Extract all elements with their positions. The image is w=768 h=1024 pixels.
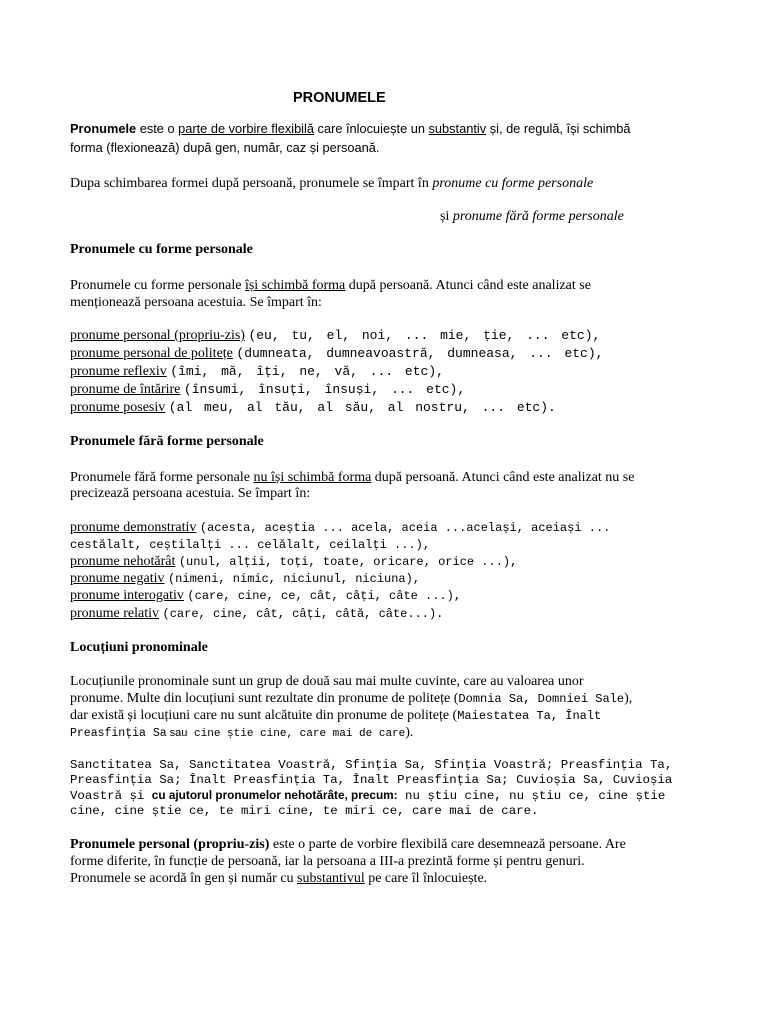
paragraph-text: pe care îl înlocuiește.	[364, 871, 488, 886]
division-text: și	[440, 209, 453, 224]
example-text: Maiestatea Ta, Înalt	[457, 709, 602, 723]
paragraph-text: dar există și locuțiuni care nu sunt alcătuite din pronume de politețe (	[70, 708, 458, 723]
paragraph-text: este o parte de vorbire flexibilă care desemnează persoane. Are	[269, 837, 626, 852]
list-item-examples: (al meu, al tău, al său, al nostru, ... etc).	[168, 400, 556, 415]
example-text: cine știe cine, care mai de care	[187, 728, 406, 740]
paragraph-underlined-term: își schimbă forma	[244, 278, 346, 293]
division-italic-term: pronume cu forme personale	[432, 176, 594, 191]
list-item	[70, 381, 465, 399]
list-item-label: pronume reflexiv	[70, 364, 167, 379]
list-item-examples: (care, cine, ce, cât, câți, câte ...),	[187, 589, 462, 603]
paragraph-underlined-term: substantivul	[297, 871, 365, 886]
list-item	[70, 519, 610, 537]
list-item-examples: (dumneata, dumneavoastră, dumneasa, ... etc),	[236, 346, 604, 361]
list-item-examples: (acesta, aceștia ... acela, aceia ...același, aceiași ...	[199, 521, 611, 535]
division-line-2	[440, 208, 624, 226]
list-item-examples: (care, cine, cât, câți, câtă, câte...).	[162, 607, 444, 621]
intro-line-1	[70, 120, 631, 138]
locutions-line-4	[70, 724, 413, 743]
intro-lead-term: Pronumele	[70, 121, 137, 136]
intro-underlined-term: parte de vorbire flexibilă	[178, 121, 314, 136]
locution-examples-line-1: Sanctitatea Sa, Sanctitatea Voastră, Sfinția Sa, Sfinția Voastră; Preasfinția Ta,	[70, 758, 673, 772]
paragraph-text: după persoană. Atunci când este analizat nu se	[371, 470, 635, 485]
division-text: Dupa schimbarea formei după persoană, pronumele se împart în	[70, 176, 433, 191]
list-item-examples: (îmi, mă, îți, ne, vă, ... etc),	[170, 364, 444, 379]
with-forms-paragraph-line-1	[70, 277, 591, 295]
list-item	[70, 605, 443, 623]
list-item	[70, 345, 603, 363]
list-item-continuation	[70, 536, 430, 554]
intro-text: și, de regulă, își schimbă	[486, 121, 631, 136]
paragraph-text: ),	[624, 691, 633, 706]
list-item	[70, 399, 556, 417]
connector-text: sau	[166, 727, 188, 739]
example-text: nu știu cine, nu știu ce, cine știe	[397, 789, 666, 803]
paragraph-underlined-term: nu își schimbă forma	[253, 470, 372, 485]
locution-examples-line-4: cine, cine știe ce, te miri cine, te miri ce, care mai de care.	[70, 804, 539, 818]
list-item-examples: cestălalt, ceștilalți ... celălalt, ceilalți ...),	[70, 538, 431, 552]
page-title: PRONUMELE	[293, 90, 386, 106]
intro-text: care înlocuiește un	[314, 121, 429, 136]
paragraph-text: după persoană. Atunci când este analizat se	[345, 278, 591, 293]
list-item-examples: (eu, tu, el, noi, ... mie, ție, ... etc),	[248, 328, 601, 343]
list-item	[70, 570, 420, 588]
without-forms-paragraph-line-2: precizează persoana acestuia. Se împart în:	[70, 486, 311, 501]
list-item-label: pronume nehotărât	[70, 554, 176, 569]
list-item-label: pronume posesiv	[70, 400, 166, 415]
list-item-label: pronume demonstrativ	[70, 520, 197, 535]
list-item-label: pronume relativ	[70, 606, 160, 621]
personal-lead-term: Pronumele personal (propriu-zis)	[70, 837, 270, 852]
list-item-examples: (unul, alții, toți, toate, oricare, orice ...),	[178, 555, 518, 569]
paragraph-text: Pronumele cu forme personale	[70, 278, 245, 293]
heading-locutions: Locuțiuni pronominale	[70, 640, 208, 655]
paragraph-text: pronume. Multe din locuțiuni sunt rezultate din pronume de politețe (	[70, 691, 459, 706]
list-item-label: pronume personal (propriu-zis)	[70, 328, 245, 343]
division-italic-term: pronume fără forme personale	[452, 209, 624, 224]
list-item-examples: (nimeni, nimic, niciunul, niciuna),	[167, 572, 421, 586]
personal-paragraph-line-3	[70, 870, 487, 888]
bold-note-text: cu ajutorul pronumelor nehotărâte, precum:	[151, 788, 398, 802]
personal-paragraph-line-2: forme diferite, în funcție de persoană, iar la persoana a III-a prezintă forme și pentru genuri.	[70, 854, 585, 869]
list-item-label: pronume de întărire	[70, 382, 181, 397]
paragraph-text: ).	[405, 725, 414, 740]
locution-examples-line-2: Preasfinția Sa; Înalt Preasfinția Ta, Înalt Preasfinția Sa; Cuvioșia Sa, Cuvioșia	[70, 773, 673, 787]
intro-underlined-term: substantiv	[428, 121, 487, 136]
list-item-label: pronume personal de politețe	[70, 346, 233, 361]
example-text: Preasfinția Sa	[70, 727, 167, 740]
paragraph-text: Pronumele se acordă în gen și număr cu	[70, 871, 298, 886]
locutions-line-3	[70, 707, 601, 725]
list-item-label: pronume interogativ	[70, 588, 184, 603]
list-item	[70, 327, 600, 345]
intro-text: este o	[136, 121, 179, 136]
list-item	[70, 553, 517, 571]
locutions-line-2	[70, 690, 632, 708]
heading-with-forms: Pronumele cu forme personale	[70, 242, 253, 257]
list-item-label: pronume negativ	[70, 571, 165, 586]
list-item-examples: (însumi, însuți, însuși, ... etc),	[183, 382, 466, 397]
heading-without-forms: Pronumele fără forme personale	[70, 434, 264, 449]
list-item	[70, 363, 444, 381]
intro-line-2: forma (flexionează) după gen, număr, caz și persoană.	[70, 140, 380, 155]
personal-paragraph-line-1	[70, 836, 626, 854]
list-item	[70, 587, 461, 605]
example-text: Voastră și	[70, 789, 152, 803]
locution-examples-line-3	[70, 787, 665, 804]
division-line-1	[70, 175, 593, 193]
with-forms-paragraph-line-2: menționează persoana acestuia. Se împart în:	[70, 295, 322, 310]
locutions-line-1: Locuțiunile pronominale sunt un grup de două sau mai multe cuvinte, care au valoarea unor	[70, 674, 584, 689]
paragraph-text: Pronumele fără forme personale	[70, 470, 254, 485]
example-text: Domnia Sa, Domniei Sale	[458, 692, 625, 706]
